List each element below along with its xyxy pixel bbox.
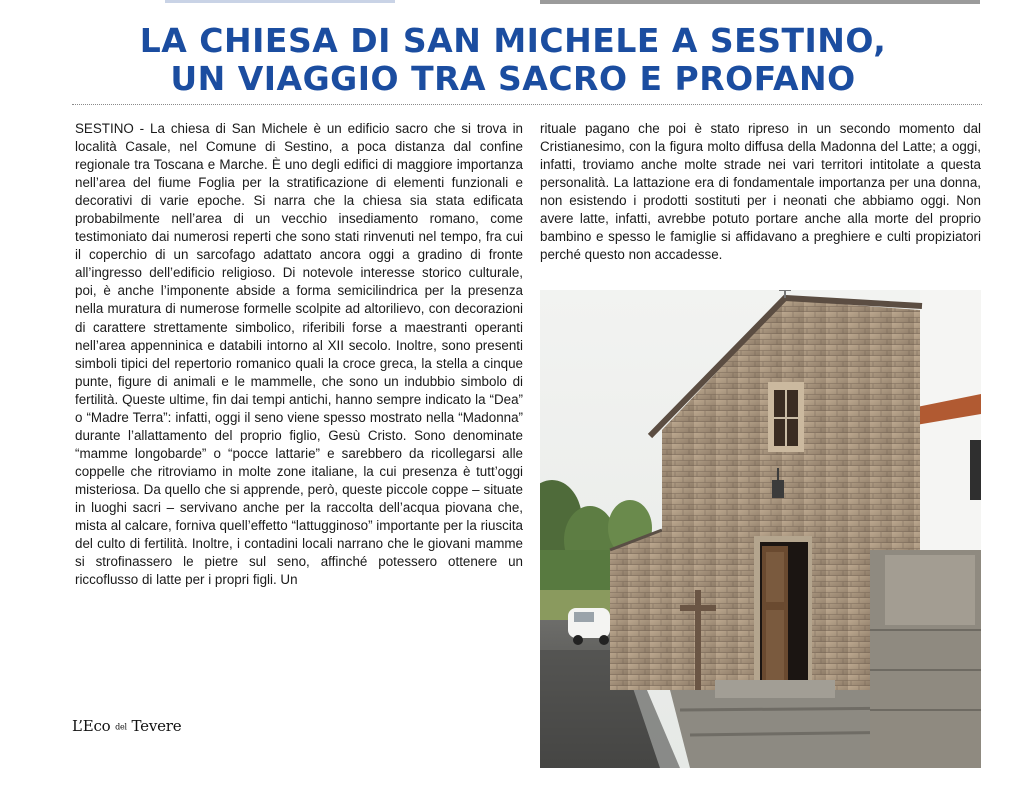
- publication-logo: [72, 717, 181, 735]
- top-strip-fragment: [165, 0, 395, 3]
- headline-line-1: LA CHIESA DI SAN MICHELE A SESTINO,: [139, 21, 887, 60]
- headline-divider: [72, 104, 982, 105]
- article-column-right: [540, 120, 981, 290]
- logo-word-eco: L’Eco: [72, 717, 111, 735]
- article-body-left: SESTINO - La chiesa di San Michele è un edificio sacro che si trova in località Casale, nel Comune di Sestino, a poca distanza dal confine regionale tra Toscana e Marche. È uno degli edifici di maggiore importanza nell’area del fiume Foglia per la stratificazione di elementi funzionali e decorativi di varie epoche. Si narra che la chiesa sia stata edificata probabilmente nell’area di un vecchio insediamento romano, come testimoniato dai numerosi reperti che sono stati rinvenuti nel tempo, fra cui il coperchio di un sarcofago adattato ancora oggi a gradino di fronte all’ingresso dell’edificio religioso. Di notevole interesse storico culturale, poi, è anche l’imponente abside a forma semicilindrica per la presenza nella muratura di numerose formelle scolpite ad altorilievo, con decorazioni di carattere strettamente simbolico, riferibili forse a maestranti operanti nell’area appenninica e databili intorno al XII secolo. Inoltre, sono presenti simboli tipici del repertorio romanico quali la croce greca, la stella a cinque punte, figure di animali e le mammelle, che sono un indubbio simbolo di fertilità. Queste ultime, fin dai tempi antichi, hanno sempre indicato la “Dea” o “Madre Terra”: infatti, oggi il seno viene spesso mostrato nella “Madonna” durante l’allattamento del proprio figlio, Gesù Cristo. Sono denominate “mamme longobarde” o “pocce lattarie” e sarebbero da ricollegarsi alle coppelle che ritroviamo in molte zone italiane, la cui presenza è tutt’oggi misteriosa. Da quello che si apprende, però, queste piccole coppe – situate in luoghi sacri – servivano anche per la raccolta dell’acqua piovana che, mista al calcare, forniva quell’effetto “lattugginoso” importante per la riuscita del culto di fertilità. Inoltre, i contadini locali narrano che le giovani mamme si strofinassero le pietre sul seno, affinché potessero ottenere un riccoflusso di latte per i propri figli. Un: [75, 121, 523, 588]
- logo-word-tevere: Tevere: [131, 717, 182, 735]
- article-column-left: [75, 120, 523, 710]
- logo-word-del: del: [115, 722, 127, 732]
- article-body-right: rituale pagano che poi è stato ripreso in un secondo momento dal Cristianesimo, con la figura molto diffusa della Madonna del Latte; a oggi, infatti, troviamo anche molte strade nei vari territori intitolate a questa personalità. La lattazione era di fondamentale importanza per una donna, non esistendo i prodotti sostituti per i neonati che abbiamo oggi. Non avere latte, infatti, avrebbe potuto portare anche alla morte del proprio bambino e spesso le famiglie si affidavano a preghiere e culti propiziatori perché questo non accadesse.: [540, 121, 981, 263]
- top-strip-photo-edge: [540, 0, 980, 4]
- church-photo: [540, 290, 981, 768]
- church-photo-illustration: [540, 290, 981, 768]
- headline-line-2: UN VIAGGIO TRA SACRO E PROFANO: [170, 59, 856, 98]
- article-headline: [40, 22, 986, 98]
- top-page-strip: [0, 0, 1024, 8]
